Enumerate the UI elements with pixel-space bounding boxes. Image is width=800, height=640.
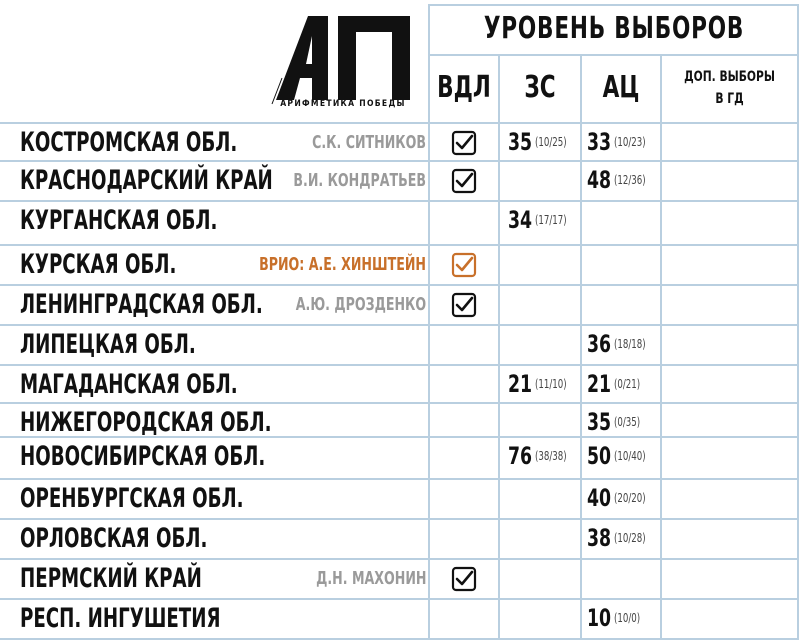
table-row	[0, 200, 800, 240]
checkbox-checked-icon	[451, 292, 477, 318]
zs-value-detail: (11/10)	[535, 377, 567, 391]
table-row	[0, 558, 800, 598]
ac-value	[587, 160, 654, 200]
governor-name: В.И. КОНДРАТЬЕВ	[293, 169, 426, 191]
ac-value-detail: (10/28)	[614, 531, 646, 545]
table-row	[0, 324, 800, 364]
zs-value	[508, 364, 575, 404]
table-row	[0, 160, 800, 200]
zs-value-total: 76	[508, 442, 533, 470]
region-name: КОСТРОМСКАЯ ОБЛ.	[20, 126, 238, 158]
col-header-zs: ЗС	[524, 70, 556, 105]
region-name: МАГАДАНСКАЯ ОБЛ.	[20, 368, 238, 400]
region-name: ПЕРМСКИЙ КРАЙ	[20, 562, 202, 594]
ac-value-detail: (10/40)	[614, 449, 646, 463]
region-name: НОВОСИБИРСКАЯ ОБЛ.	[20, 440, 266, 472]
table-row	[0, 284, 800, 324]
ac-value-detail: (12/36)	[614, 173, 646, 187]
zs-value	[508, 200, 575, 240]
table-row	[0, 478, 800, 518]
ac-value-total: 33	[587, 128, 612, 156]
ac-value	[587, 518, 654, 558]
region-name: НИЖЕГОРОДСКАЯ ОБЛ.	[20, 406, 272, 438]
table-row	[0, 436, 800, 476]
col-header-ac: АЦ	[602, 70, 640, 105]
logo-letter-p	[338, 16, 410, 100]
ac-value-detail: (20/20)	[614, 491, 646, 505]
zs-value-detail: (38/38)	[535, 449, 567, 463]
zs-value-total: 21	[508, 370, 533, 398]
checkbox-checked-icon	[451, 130, 477, 156]
ac-value-total: 10	[587, 604, 612, 632]
col-header-dop: ДОП. ВЫБОРЫ В ГД	[684, 69, 775, 107]
table-row	[0, 598, 800, 638]
header-title: УРОВЕНЬ ВЫБОРОВ	[483, 11, 745, 46]
ac-value-detail: (10/0)	[614, 611, 641, 625]
checkbox-checked-icon	[451, 168, 477, 194]
col-header-vdl: ВДЛ	[437, 70, 491, 105]
region-name: КУРГАНСКАЯ ОБЛ.	[20, 204, 218, 236]
ac-value	[587, 324, 654, 364]
ac-value	[587, 122, 654, 162]
ac-value-detail: (0/21)	[614, 377, 641, 391]
ac-value-total: 40	[587, 484, 612, 512]
zs-value-total: 35	[508, 128, 533, 156]
zs-value	[508, 122, 575, 162]
region-name: РЕСП. ИНГУШЕТИЯ	[20, 602, 221, 634]
ac-value-total: 50	[587, 442, 612, 470]
region-name: ЛЕНИНГРАДСКАЯ ОБЛ.	[20, 288, 263, 320]
ac-value-total: 21	[587, 370, 612, 398]
table-row	[0, 364, 800, 404]
region-name: КРАСНОДАРСКИЙ КРАЙ	[20, 164, 273, 196]
table-row	[0, 518, 800, 558]
region-name: ЛИПЕЦКАЯ ОБЛ.	[20, 328, 196, 360]
governor-name: А.Ю. ДРОЗДЕНКО	[295, 293, 426, 315]
region-name: КУРСКАЯ ОБЛ.	[20, 248, 177, 280]
ac-value-total: 38	[587, 524, 612, 552]
ac-value-total: 36	[587, 330, 612, 358]
ac-value	[587, 598, 647, 638]
ac-value-detail: (18/18)	[614, 337, 646, 351]
zs-value-detail: (10/25)	[535, 135, 567, 149]
ac-value-total: 35	[587, 408, 612, 436]
zs-value-total: 34	[508, 206, 533, 234]
ac-value	[587, 436, 654, 476]
region-name: ОРЕНБУРГСКАЯ ОБЛ.	[20, 482, 244, 514]
region-name: ОРЛОВСКАЯ ОБЛ.	[20, 522, 208, 554]
ac-value-total: 48	[587, 166, 612, 194]
table-row	[0, 122, 800, 162]
ac-value-detail: (0/35)	[614, 415, 641, 429]
governor-name: ВРИО: А.Е. ХИНШТЕЙН	[259, 253, 426, 275]
logo-letter-a	[276, 16, 328, 100]
zs-value	[508, 436, 575, 476]
governor-name: Д.Н. МАХОНИН	[315, 567, 426, 589]
table-row	[0, 244, 800, 284]
logo-subtitle: АРИФМЕТИКА ПОБЕДЫ	[280, 99, 406, 109]
zs-value-detail: (17/17)	[535, 213, 567, 227]
governor-name: С.К. СИТНИКОВ	[312, 131, 426, 153]
ac-value-detail: (10/23)	[614, 135, 646, 149]
ac-value	[587, 364, 647, 404]
ac-value	[587, 478, 654, 518]
checkbox-checked-icon	[451, 252, 477, 278]
checkbox-checked-icon	[451, 566, 477, 592]
